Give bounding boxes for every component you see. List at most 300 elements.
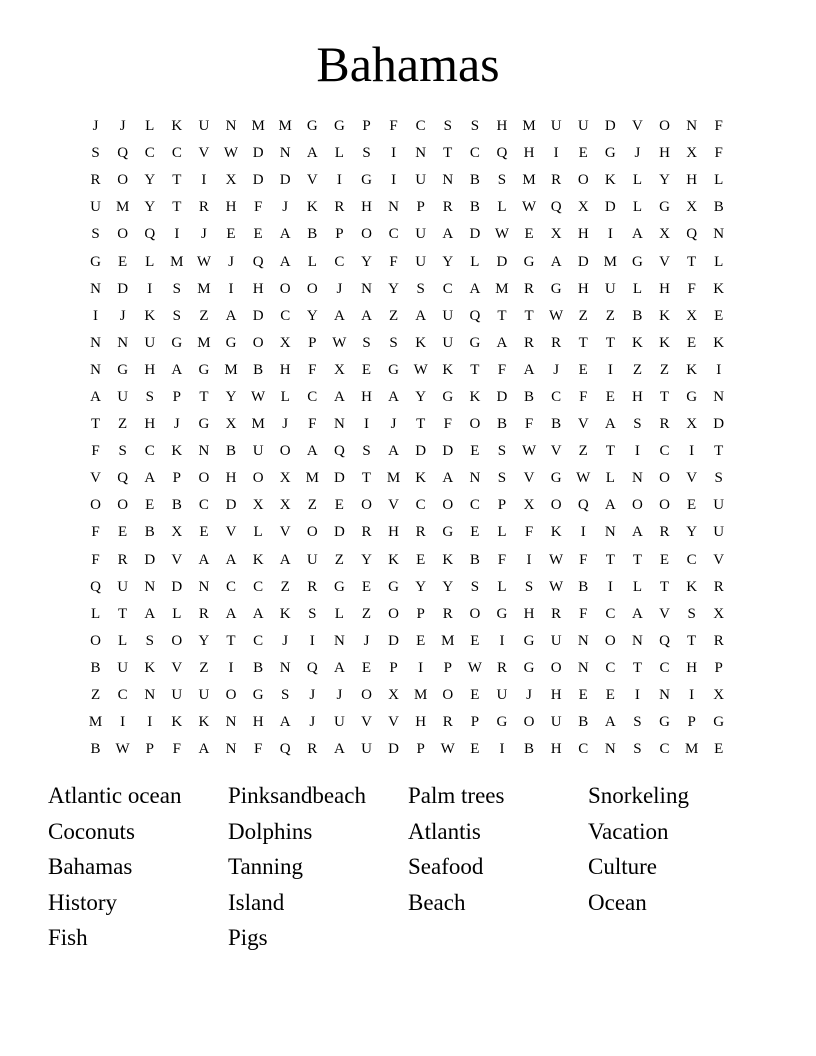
grid-letter[interactable]: Z [199, 659, 209, 676]
grid-letter[interactable]: R [442, 605, 453, 622]
grid-letter[interactable]: G [306, 118, 318, 135]
grid-letter[interactable]: E [416, 632, 426, 649]
grid-letter[interactable]: X [171, 524, 183, 541]
grid-letter[interactable]: I [580, 524, 586, 541]
grid-letter[interactable]: Z [632, 361, 642, 378]
grid-letter[interactable]: X [686, 145, 698, 162]
grid-letter[interactable]: Y [198, 632, 210, 649]
grid-letter[interactable]: C [117, 687, 128, 704]
grid-letter[interactable]: S [470, 118, 480, 135]
grid-letter[interactable]: M [88, 714, 103, 731]
grid-letter[interactable]: E [687, 497, 697, 514]
grid-letter[interactable]: D [171, 578, 183, 595]
grid-letter[interactable]: V [225, 524, 237, 541]
grid-letter[interactable]: O [361, 497, 372, 514]
grid-letter[interactable]: T [361, 470, 372, 487]
grid-letter[interactable]: S [91, 226, 100, 243]
grid-letter[interactable]: H [415, 714, 427, 731]
grid-letter[interactable]: H [659, 145, 670, 162]
grid-letter[interactable]: H [632, 388, 643, 405]
grid-letter[interactable]: G [388, 361, 399, 378]
grid-letter[interactable]: X [279, 334, 291, 351]
grid-letter[interactable]: Z [307, 497, 317, 514]
grid-letter[interactable]: Q [90, 578, 101, 595]
grid-letter[interactable]: K [171, 714, 183, 731]
grid-letter[interactable]: F [91, 524, 100, 541]
grid-letter[interactable]: C [605, 659, 616, 676]
grid-letter[interactable]: S [281, 687, 290, 704]
grid-letter[interactable]: M [251, 416, 265, 433]
grid-letter[interactable]: U [361, 741, 372, 758]
grid-letter[interactable]: M [251, 118, 265, 135]
grid-letter[interactable]: A [279, 551, 291, 568]
grid-letter[interactable]: F [172, 741, 181, 758]
grid-letter[interactable]: H [577, 226, 589, 243]
grid-letter[interactable]: H [550, 687, 562, 704]
grid-letter[interactable]: K [442, 361, 454, 378]
grid-letter[interactable]: E [334, 497, 344, 514]
grid-letter[interactable]: K [144, 307, 156, 324]
grid-letter[interactable]: I [174, 226, 180, 243]
grid-letter[interactable]: R [361, 524, 372, 541]
grid-letter[interactable]: P [416, 741, 425, 758]
grid-letter[interactable]: I [553, 145, 559, 162]
grid-letter[interactable]: L [714, 172, 724, 189]
grid-letter[interactable]: Z [578, 307, 588, 324]
grid-letter[interactable]: I [201, 172, 207, 189]
grid-letter[interactable]: G [442, 388, 454, 405]
grid-letter[interactable]: D [604, 118, 616, 135]
grid-letter[interactable]: C [388, 226, 399, 243]
grid-letter[interactable]: O [442, 687, 454, 704]
grid-letter[interactable]: W [494, 226, 510, 243]
grid-letter[interactable]: Z [578, 443, 588, 460]
grid-letter[interactable]: U [306, 551, 318, 568]
grid-letter[interactable]: U [198, 687, 210, 704]
grid-letter[interactable]: J [119, 118, 126, 135]
grid-letter[interactable]: O [361, 687, 372, 704]
grid-letter[interactable]: D [713, 416, 725, 433]
grid-letter[interactable]: O [659, 470, 670, 487]
grid-letter[interactable]: F [253, 199, 263, 216]
grid-letter[interactable]: O [550, 497, 562, 514]
grid-letter[interactable]: K [415, 334, 427, 351]
grid-letter[interactable]: I [634, 687, 640, 704]
grid-letter[interactable]: H [279, 361, 291, 378]
grid-letter[interactable]: B [578, 714, 589, 731]
grid-letter[interactable]: F [687, 280, 696, 297]
grid-letter[interactable]: M [495, 280, 509, 297]
grid-letter[interactable]: A [388, 443, 399, 460]
grid-letter[interactable]: L [334, 605, 344, 622]
grid-letter[interactable]: N [713, 388, 725, 405]
grid-letter[interactable]: L [497, 199, 507, 216]
grid-letter[interactable]: O [388, 605, 399, 622]
grid-letter[interactable]: S [633, 741, 642, 758]
grid-letter[interactable]: A [279, 714, 291, 731]
grid-letter[interactable]: S [524, 578, 534, 595]
grid-letter[interactable]: P [389, 659, 398, 676]
grid-letter[interactable]: K [252, 551, 264, 568]
grid-letter[interactable]: L [632, 199, 642, 216]
grid-letter[interactable]: Y [442, 578, 454, 595]
grid-letter[interactable]: R [713, 632, 724, 649]
grid-letter[interactable]: F [714, 118, 723, 135]
grid-letter[interactable]: N [198, 443, 210, 460]
grid-letter[interactable]: T [714, 443, 724, 460]
grid-letter[interactable]: N [361, 280, 372, 297]
grid-letter[interactable]: R [442, 199, 453, 216]
grid-letter[interactable]: J [634, 145, 641, 162]
grid-letter[interactable]: Q [577, 497, 589, 514]
grid-letter[interactable]: A [144, 605, 156, 622]
grid-letter[interactable]: I [363, 416, 369, 433]
grid-letter[interactable]: U [117, 388, 129, 405]
grid-letter[interactable]: J [119, 307, 126, 324]
grid-letter[interactable]: F [497, 361, 507, 378]
grid-letter[interactable]: I [526, 551, 532, 568]
grid-letter[interactable]: H [577, 280, 589, 297]
grid-letter[interactable]: D [333, 524, 345, 541]
grid-letter[interactable]: O [632, 497, 643, 514]
grid-letter[interactable]: U [604, 280, 616, 297]
grid-letter[interactable]: A [90, 388, 101, 405]
grid-letter[interactable]: N [577, 659, 589, 676]
grid-letter[interactable]: B [524, 388, 535, 405]
grid-letter[interactable]: L [714, 253, 724, 270]
grid-letter[interactable]: H [686, 659, 698, 676]
grid-letter[interactable]: U [198, 118, 210, 135]
grid-letter[interactable]: R [117, 551, 128, 568]
grid-letter[interactable]: X [659, 226, 670, 243]
grid-letter[interactable]: C [551, 388, 562, 405]
grid-letter[interactable]: E [118, 524, 128, 541]
grid-letter[interactable]: A [523, 361, 535, 378]
grid-letter[interactable]: I [607, 578, 613, 595]
grid-letter[interactable]: L [497, 524, 507, 541]
grid-letter[interactable]: D [144, 551, 156, 568]
grid-letter[interactable]: F [308, 361, 317, 378]
grid-letter[interactable]: O [117, 172, 129, 189]
grid-letter[interactable]: D [279, 172, 291, 189]
grid-letter[interactable]: G [198, 361, 210, 378]
grid-letter[interactable]: A [225, 551, 237, 568]
grid-letter[interactable]: X [225, 172, 237, 189]
grid-letter[interactable]: O [469, 416, 481, 433]
grid-letter[interactable]: G [550, 280, 562, 297]
grid-letter[interactable]: E [416, 551, 426, 568]
grid-letter[interactable]: C [144, 145, 155, 162]
grid-letter[interactable]: N [632, 470, 643, 487]
grid-letter[interactable]: L [470, 253, 480, 270]
grid-letter[interactable]: Q [306, 659, 318, 676]
grid-letter[interactable]: B [524, 741, 535, 758]
grid-letter[interactable]: R [442, 714, 453, 731]
grid-letter[interactable]: A [388, 388, 399, 405]
grid-letter[interactable]: B [253, 361, 264, 378]
grid-letter[interactable]: W [521, 443, 537, 460]
grid-letter[interactable]: C [442, 280, 453, 297]
grid-letter[interactable]: A [198, 741, 210, 758]
grid-letter[interactable]: W [549, 578, 564, 595]
grid-letter[interactable]: Q [279, 741, 291, 758]
grid-letter[interactable]: O [577, 172, 589, 189]
grid-letter[interactable]: L [307, 253, 317, 270]
grid-letter[interactable]: S [308, 605, 317, 622]
grid-letter[interactable]: C [334, 253, 345, 270]
grid-letter[interactable]: T [659, 388, 670, 405]
grid-letter[interactable]: A [469, 280, 481, 297]
grid-letter[interactable]: A [604, 714, 616, 731]
grid-letter[interactable]: P [416, 199, 425, 216]
grid-letter[interactable]: C [253, 632, 264, 649]
grid-letter[interactable]: G [361, 172, 372, 189]
grid-letter[interactable]: V [306, 172, 318, 189]
grid-letter[interactable]: Y [361, 253, 372, 270]
grid-letter[interactable]: F [91, 551, 100, 568]
grid-letter[interactable]: G [659, 714, 670, 731]
grid-letter[interactable]: U [550, 632, 562, 649]
grid-letter[interactable]: A [144, 470, 156, 487]
grid-letter[interactable]: P [443, 659, 452, 676]
grid-letter[interactable]: U [144, 334, 156, 351]
grid-letter[interactable]: R [307, 578, 318, 595]
grid-letter[interactable]: E [470, 741, 480, 758]
grid-letter[interactable]: O [361, 226, 372, 243]
grid-letter[interactable]: E [253, 226, 263, 243]
grid-letter[interactable]: M [305, 470, 319, 487]
grid-letter[interactable]: S [633, 714, 642, 731]
grid-letter[interactable]: G [252, 687, 264, 704]
grid-letter[interactable]: Y [442, 253, 454, 270]
grid-letter[interactable]: Z [388, 307, 399, 324]
grid-letter[interactable]: O [225, 687, 237, 704]
grid-letter[interactable]: S [118, 443, 127, 460]
grid-letter[interactable]: L [605, 470, 615, 487]
grid-letter[interactable]: N [198, 578, 210, 595]
grid-letter[interactable]: B [551, 416, 562, 433]
grid-letter[interactable]: T [416, 416, 426, 433]
grid-letter[interactable]: R [551, 605, 562, 622]
grid-letter[interactable]: A [496, 334, 508, 351]
grid-letter[interactable]: Y [415, 388, 427, 405]
grid-letter[interactable]: H [550, 741, 562, 758]
grid-letter[interactable]: L [145, 118, 155, 135]
grid-letter[interactable]: R [415, 524, 426, 541]
grid-letter[interactable]: L [497, 578, 507, 595]
grid-letter[interactable]: A [632, 226, 643, 243]
grid-letter[interactable]: Q [117, 470, 129, 487]
grid-letter[interactable]: E [659, 551, 670, 568]
grid-letter[interactable]: S [91, 145, 100, 162]
grid-letter[interactable]: T [605, 443, 615, 460]
grid-letter[interactable]: J [92, 118, 99, 135]
grid-letter[interactable]: U [496, 687, 508, 704]
grid-letter[interactable]: V [523, 470, 535, 487]
grid-letter[interactable]: E [524, 226, 534, 243]
grid-letter[interactable]: V [388, 714, 399, 731]
grid-letter[interactable]: O [442, 497, 454, 514]
grid-letter[interactable]: M [224, 361, 238, 378]
grid-letter[interactable]: C [686, 551, 697, 568]
grid-letter[interactable]: M [170, 253, 184, 270]
grid-letter[interactable]: G [686, 388, 698, 405]
grid-letter[interactable]: O [469, 605, 481, 622]
grid-letter[interactable]: P [172, 388, 181, 405]
grid-letter[interactable]: D [577, 253, 589, 270]
grid-letter[interactable]: S [362, 145, 371, 162]
grid-letter[interactable]: E [470, 632, 480, 649]
grid-letter[interactable]: H [225, 199, 237, 216]
grid-letter[interactable]: N [225, 741, 237, 758]
grid-letter[interactable]: H [686, 172, 698, 189]
grid-letter[interactable]: A [306, 443, 318, 460]
grid-letter[interactable]: D [496, 253, 508, 270]
grid-letter[interactable]: V [361, 714, 372, 731]
grid-letter[interactable]: I [120, 714, 126, 731]
grid-letter[interactable]: X [686, 307, 698, 324]
grid-letter[interactable]: U [415, 226, 427, 243]
grid-letter[interactable]: I [689, 687, 695, 704]
grid-letter[interactable]: B [469, 199, 480, 216]
grid-letter[interactable]: K [713, 334, 725, 351]
grid-letter[interactable]: A [306, 145, 318, 162]
grid-letter[interactable]: T [172, 199, 182, 216]
grid-letter[interactable]: W [576, 470, 591, 487]
grid-letter[interactable]: D [496, 388, 508, 405]
grid-letter[interactable]: N [117, 334, 129, 351]
grid-letter[interactable]: Z [118, 416, 128, 433]
grid-letter[interactable]: O [198, 470, 210, 487]
grid-letter[interactable]: A [225, 605, 237, 622]
grid-letter[interactable]: A [333, 659, 345, 676]
grid-letter[interactable]: D [388, 632, 399, 649]
grid-letter[interactable]: O [306, 524, 318, 541]
grid-letter[interactable]: W [115, 741, 130, 758]
grid-letter[interactable]: S [362, 443, 371, 460]
grid-letter[interactable]: G [523, 253, 535, 270]
grid-letter[interactable]: O [279, 280, 291, 297]
grid-letter[interactable]: V [198, 145, 210, 162]
grid-letter[interactable]: A [279, 226, 291, 243]
grid-letter[interactable]: G [90, 253, 101, 270]
grid-letter[interactable]: N [144, 687, 156, 704]
grid-letter[interactable]: H [361, 199, 372, 216]
grid-letter[interactable]: D [117, 280, 129, 297]
grid-letter[interactable]: K [686, 578, 698, 595]
grid-letter[interactable]: T [687, 253, 697, 270]
grid-letter[interactable]: H [523, 605, 535, 622]
grid-letter[interactable]: O [659, 497, 670, 514]
grid-letter[interactable]: B [90, 659, 101, 676]
grid-letter[interactable]: T [605, 334, 615, 351]
grid-letter[interactable]: B [253, 659, 264, 676]
grid-letter[interactable]: L [632, 172, 642, 189]
grid-letter[interactable]: P [362, 118, 371, 135]
grid-letter[interactable]: K [659, 334, 670, 351]
grid-letter[interactable]: G [523, 632, 535, 649]
grid-letter[interactable]: E [361, 578, 372, 595]
grid-letter[interactable]: L [334, 145, 344, 162]
grid-letter[interactable]: O [90, 497, 101, 514]
grid-letter[interactable]: S [497, 443, 507, 460]
grid-letter[interactable]: R [198, 199, 209, 216]
grid-letter[interactable]: E [361, 361, 372, 378]
grid-letter[interactable]: F [443, 416, 452, 433]
grid-letter[interactable]: X [252, 497, 264, 514]
grid-letter[interactable]: N [333, 416, 345, 433]
grid-letter[interactable]: K [198, 714, 210, 731]
grid-letter[interactable]: T [524, 307, 534, 324]
grid-letter[interactable]: G [442, 524, 454, 541]
grid-letter[interactable]: A [333, 388, 345, 405]
grid-letter[interactable]: O [90, 632, 101, 649]
grid-letter[interactable]: J [201, 226, 207, 243]
grid-letter[interactable]: K [604, 172, 616, 189]
grid-letter[interactable]: V [171, 659, 183, 676]
grid-letter[interactable]: C [307, 388, 318, 405]
grid-letter[interactable]: M [603, 253, 617, 270]
grid-letter[interactable]: T [118, 605, 128, 622]
grid-letter[interactable]: K [469, 388, 481, 405]
grid-letter[interactable]: M [197, 334, 211, 351]
grid-letter[interactable]: H [144, 361, 156, 378]
grid-letter[interactable]: T [470, 361, 480, 378]
grid-letter[interactable]: N [686, 118, 698, 135]
grid-letter[interactable]: R [198, 605, 209, 622]
grid-letter[interactable]: O [306, 280, 318, 297]
grid-letter[interactable]: D [415, 443, 427, 460]
grid-letter[interactable]: Q [686, 226, 698, 243]
grid-letter[interactable]: K [279, 605, 291, 622]
grid-letter[interactable]: B [469, 172, 480, 189]
grid-letter[interactable]: W [549, 551, 564, 568]
grid-letter[interactable]: A [252, 605, 264, 622]
grid-letter[interactable]: G [659, 199, 670, 216]
grid-letter[interactable]: Y [686, 524, 698, 541]
grid-letter[interactable]: C [659, 443, 670, 460]
grid-letter[interactable]: K [659, 307, 670, 324]
grid-letter[interactable]: A [333, 307, 345, 324]
grid-letter[interactable]: C [415, 118, 426, 135]
grid-letter[interactable]: R [307, 741, 318, 758]
grid-letter[interactable]: A [550, 253, 562, 270]
grid-letter[interactable]: C [605, 605, 616, 622]
grid-letter[interactable]: X [713, 687, 725, 704]
grid-letter[interactable]: U [577, 118, 589, 135]
grid-letter[interactable]: D [252, 172, 264, 189]
grid-letter[interactable]: K [306, 199, 318, 216]
grid-letter[interactable]: Q [550, 199, 562, 216]
grid-letter[interactable]: L [632, 280, 642, 297]
grid-letter[interactable]: O [550, 659, 562, 676]
grid-letter[interactable]: N [333, 632, 345, 649]
grid-letter[interactable]: Q [144, 226, 156, 243]
grid-letter[interactable]: O [523, 714, 535, 731]
grid-letter[interactable]: W [251, 388, 266, 405]
grid-letter[interactable]: I [499, 632, 505, 649]
grid-letter[interactable]: H [144, 416, 156, 433]
grid-letter[interactable]: O [659, 118, 670, 135]
grid-letter[interactable]: V [713, 551, 725, 568]
grid-letter[interactable]: F [497, 551, 507, 568]
grid-letter[interactable]: I [147, 280, 153, 297]
grid-letter[interactable]: E [361, 659, 372, 676]
grid-letter[interactable]: C [659, 659, 670, 676]
grid-letter[interactable]: J [309, 714, 316, 731]
grid-letter[interactable]: A [604, 416, 616, 433]
grid-letter[interactable]: K [415, 470, 427, 487]
